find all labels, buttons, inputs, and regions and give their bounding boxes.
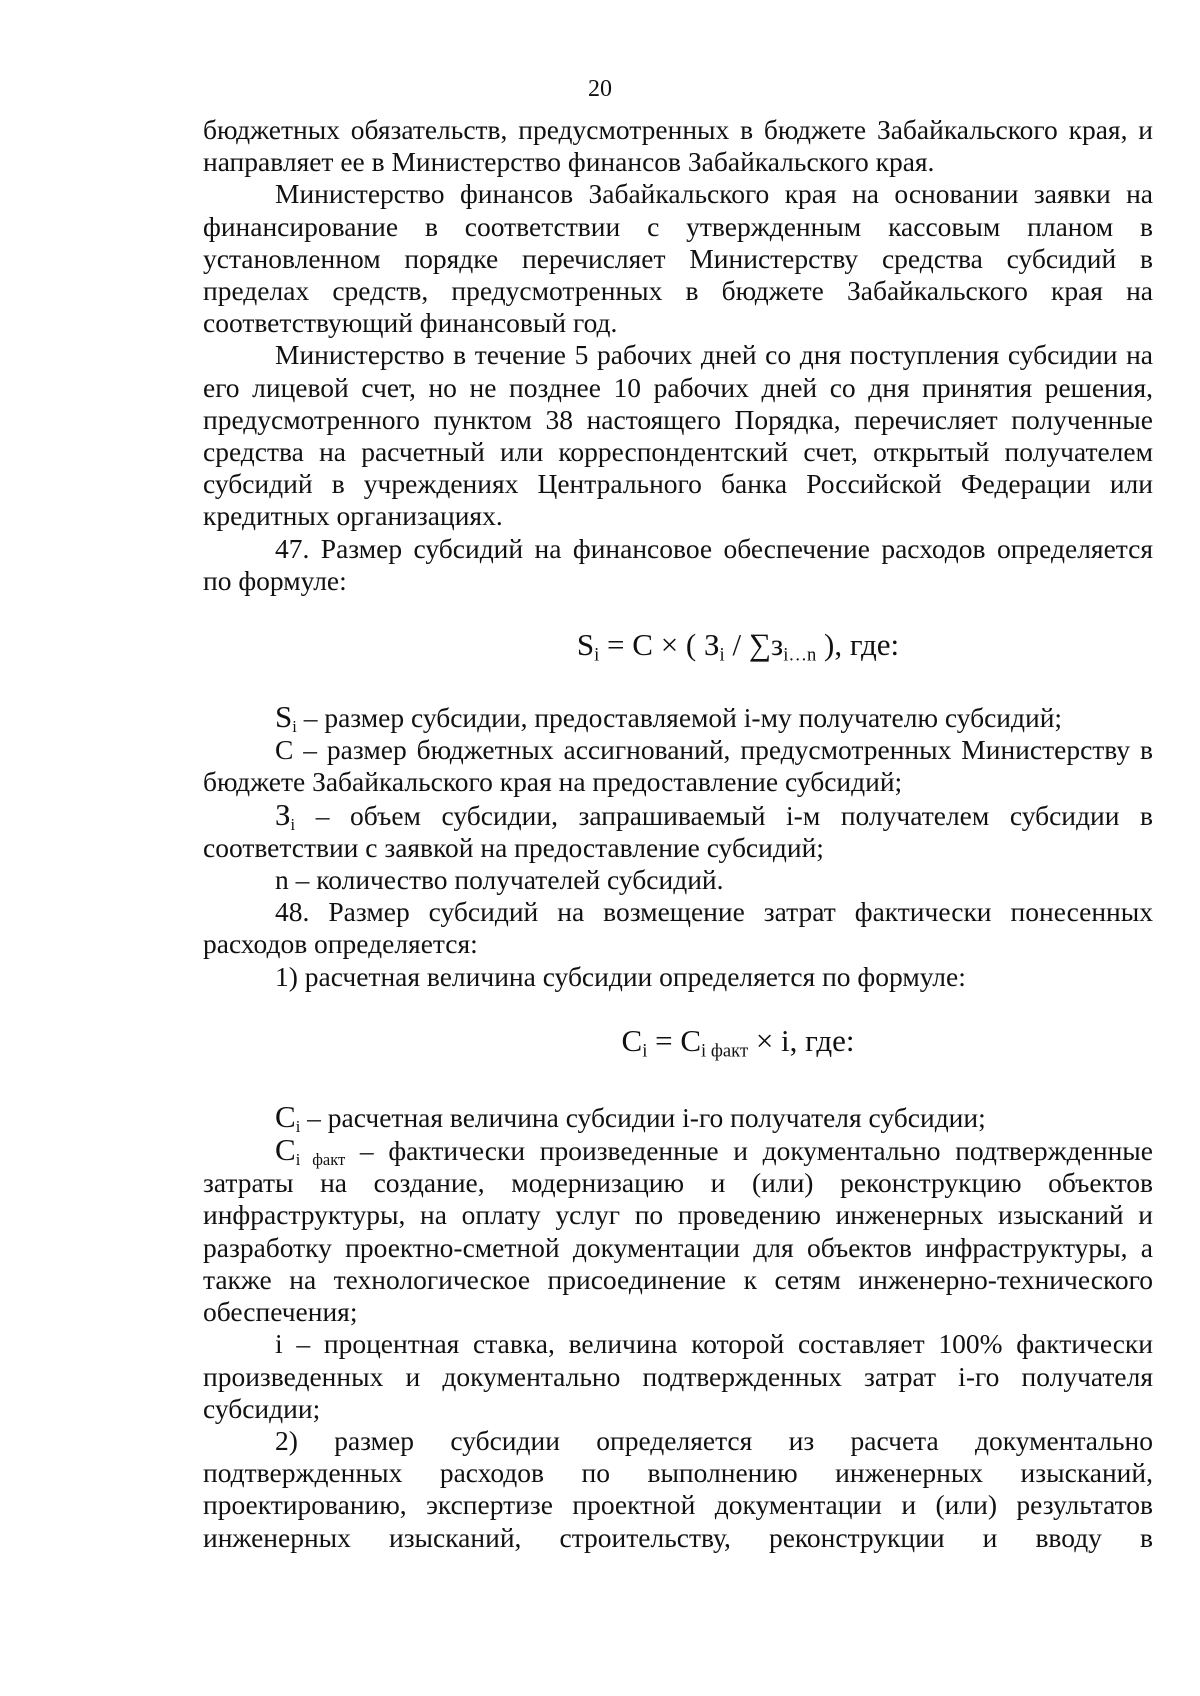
paragraph: 1) расчетная величина субсидии определяется по формуле: [275,960,966,992]
definition-ci-fakt: $С_{i факт}$ – фактически произведенные и документально подтвержденные затраты на создание, модернизацию и (или) реконструкцию объектов инфраструктуры, на оплату услуг по проведению инженерных изысканий и разработку проектно-сметной документации для объектов инфраструктуры, а также на технологическое присоединение к сетям инженерно-технического обеспечения; [203,1132,1153,1328]
definition-si: $S_i$ – размер субсидии, предоставляемой i-му получателю субсидий; [275,699,1063,736]
definition-zi: $З_i$ – объем субсидии, запрашиваемый i-м получателем субсидии в соответствии с заявкой на предоставление субсидий; [203,796,1153,863]
page-number: 20 [588,76,612,102]
formula-estimated-subsidy: $С_i = С_{i факт} \times i$, где: [621,1022,855,1062]
paragraph-47: 47. Размер субсидий на финансовое обеспечение расходов определяется по формуле: [203,532,1153,596]
definition-i: i – процентная ставка, величина которой составляет 100% фактически произведенных и документально подтвержденных затрат i-го получателя субсидии; [203,1328,1153,1424]
document-body [203,114,1153,1554]
paragraph: 2) размер субсидии определяется из расчета документально подтвержденных расходов по выполнению инженерных изысканий, проектированию, экспертизе проектной документации и (или) результатов инженерных изысканий, строительству, реконструкции и вводу в [203,1424,1153,1553]
paragraph: Министерство финансов Забайкальского края на основании заявки на финансирование в соответствии с утвержденным кассовым планом в установленном порядке перечисляет Министерству средства субсидий в пределах средств, предусмотренных в бюджете Забайкальского края на соответствующий финансовый год. [203,178,1153,339]
paragraph: Министерство в течение 5 рабочих дней со дня поступления субсидии на его лицевой счет, но не позднее 10 рабочих дней со дня принятия решения, предусмотренного пунктом 38 настоящего Порядка, перечисляет полученные средства на расчетный или корреспондентский счет, открытый получателем субсидий в учреждениях Центрального банка Российской Федерации или кредитных организациях. [203,339,1153,532]
definition-n: n – количество получателей субсидий. [275,864,724,896]
formula-subsidy-size: $S_i = С$ × ( $З_i / \sum з_{i\dots n}$ ), где: [576,627,900,666]
definition-c: С – размер бюджетных ассигнований, предусмотренных Министерству в бюджете Забайкальского края на предоставление субсидий; [203,734,1153,798]
paragraph-48: 48. Размер субсидий на возмещение затрат фактически понесенных расходов определяется: [203,896,1153,960]
definition-ci: $С_i$ – расчетная величина субсидии i-го получателя субсидии; [275,1098,986,1136]
paragraph: бюджетных обязательств, предусмотренных в бюджете Забайкальского края, и направляет ее в Министерство финансов Забайкальского края. [203,114,1153,178]
